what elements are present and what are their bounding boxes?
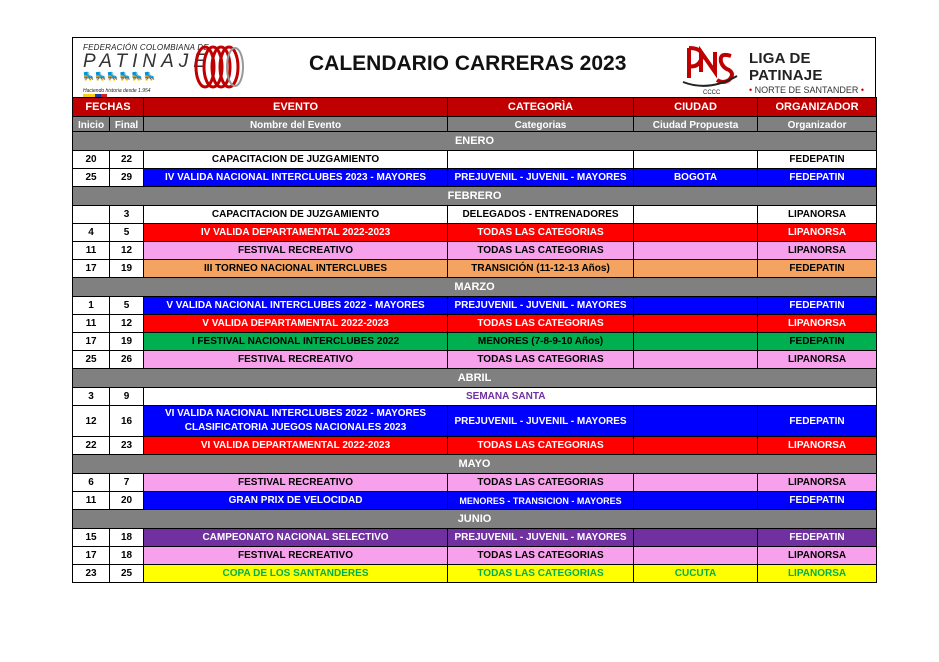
cell-evento: IV VALIDA NACIONAL INTERCLUBES 2023 - MAYORES [144,169,448,187]
month-row-marzo [73,278,877,297]
cell-evento: CAPACITACION DE JUZGAMIENTO [144,206,448,224]
cell-ciudad [634,242,758,260]
cell-ciudad [634,492,758,510]
month-label: JUNIO [73,510,877,529]
col-evento: EVENTO [144,98,448,117]
cell-inicio: 11 [73,242,110,260]
cell-final: 19 [110,333,144,351]
cell-inicio: 11 [73,492,110,510]
cell-organizador: LIPANORSA [758,547,877,565]
cell-final: 19 [110,260,144,278]
table-row [73,388,877,406]
cell-inicio: 1 [73,297,110,315]
cell-inicio [73,206,110,224]
cell-inicio: 17 [73,260,110,278]
table-row [73,242,877,260]
cell-final: 5 [110,297,144,315]
cell-inicio: 25 [73,169,110,187]
cell-semana-santa: SEMANA SANTA [144,388,877,406]
federation-name: FEDERACIÓN COLOMBIANA DE [83,43,209,52]
cell-final: 18 [110,529,144,547]
cell-final: 5 [110,224,144,242]
cell-categoria: TODAS LAS CATEGORIAS [448,242,634,260]
col-final: Final [110,117,144,132]
cell-evento: IV VALIDA DEPARTAMENTAL 2022-2023 [144,224,448,242]
table-row [73,260,877,278]
table-row [73,474,877,492]
month-label: ENERO [73,132,877,151]
col-categorias: Categorias [448,117,634,132]
liga-logo-icon [679,42,741,96]
header-row-main [73,98,877,117]
cell-inicio: 11 [73,315,110,333]
month-row-mayo [73,455,877,474]
cell-organizador: FEDEPATIN [758,406,877,437]
table-row [73,547,877,565]
cell-inicio: 17 [73,333,110,351]
cell-ciudad [634,529,758,547]
cell-final: 23 [110,437,144,455]
cell-final: 7 [110,474,144,492]
cell-organizador: FEDEPATIN [758,297,877,315]
cell-inicio: 20 [73,151,110,169]
cell-organizador: FEDEPATIN [758,492,877,510]
cell-ciudad: CUCUTA [634,565,758,583]
calendar-sheet [72,37,876,583]
cell-ciudad [634,437,758,455]
cell-final: 12 [110,315,144,333]
cell-evento: GRAN PRIX DE VELOCIDAD [144,492,448,510]
cell-evento: CAPACITACION DE JUZGAMIENTO [144,151,448,169]
cell-final: 12 [110,242,144,260]
month-row-junio [73,510,877,529]
table-row [73,315,877,333]
cell-categoria: TRANSICIÓN (11-12-13 Años) [448,260,634,278]
cell-final: 29 [110,169,144,187]
month-label: MAYO [73,455,877,474]
liga-subtitle-text: NORTE DE SANTANDER [754,85,859,95]
cell-inicio: 6 [73,474,110,492]
liga-name [749,50,875,95]
cell-final: 18 [110,547,144,565]
cell-inicio: 12 [73,406,110,437]
month-row-enero [73,132,877,151]
table-row [73,206,877,224]
cell-final: 16 [110,406,144,437]
cell-ciudad [634,351,758,369]
cell-organizador: FEDEPATIN [758,260,877,278]
cell-inicio: 15 [73,529,110,547]
table-row [73,333,877,351]
cell-ciudad [634,474,758,492]
liga-logo-text: CCCC [703,90,721,96]
cell-organizador: FEDEPATIN [758,529,877,547]
cell-organizador: FEDEPATIN [758,169,877,187]
cell-categoria: TODAS LAS CATEGORIAS [448,474,634,492]
table-row [73,565,877,583]
col-nombre: Nombre del Evento [144,117,448,132]
col-fechas: FECHAS [73,98,144,117]
cell-inicio: 4 [73,224,110,242]
month-label: FEBRERO [73,187,877,206]
page-title: CALENDARIO CARRERAS 2023 [309,52,627,75]
cell-organizador: FEDEPATIN [758,151,877,169]
col-inicio: Inicio [73,117,110,132]
cell-categoria: DELEGADOS - ENTRENADORES [448,206,634,224]
cell-ciudad [634,406,758,437]
cell-evento: FESTIVAL RECREATIVO [144,351,448,369]
col-ciudad-propuesta: Ciudad Propuesta [634,117,758,132]
cell-final: 26 [110,351,144,369]
cell-ciudad: BOGOTA [634,169,758,187]
cell-final: 22 [110,151,144,169]
col-organizador-sub: Organizador [758,117,877,132]
col-categoria: CATEGORÌA [448,98,634,117]
cell-categoria: PREJUVENIL - JUVENIL - MAYORES [448,406,634,437]
cell-evento: COPA DE LOS SANTANDERES [144,565,448,583]
cell-categoria: TODAS LAS CATEGORIAS [448,224,634,242]
cell-categoria: MENORES - TRANSICION - MAYORES [448,492,634,510]
table-row [73,437,877,455]
cell-evento: FESTIVAL RECREATIVO [144,242,448,260]
cell-evento: CAMPEONATO NACIONAL SELECTIVO [144,529,448,547]
table-row [73,492,877,510]
cell-categoria: TODAS LAS CATEGORIAS [448,315,634,333]
cell-categoria: PREJUVENIL - JUVENIL - MAYORES [448,169,634,187]
cell-ciudad [634,151,758,169]
cell-inicio: 22 [73,437,110,455]
cell-final: 20 [110,492,144,510]
col-ciudad: CIUDAD [634,98,758,117]
liga-subtitle: • NORTE DE SANTANDER • [749,85,865,95]
month-label: ABRIL [73,369,877,388]
document-header [72,37,876,97]
cell-categoria: TODAS LAS CATEGORIAS [448,565,634,583]
cell-ciudad [634,315,758,333]
cell-ciudad [634,547,758,565]
cell-organizador: LIPANORSA [758,206,877,224]
cell-ciudad [634,224,758,242]
cell-organizador: FEDEPATIN [758,333,877,351]
cell-categoria: PREJUVENIL - JUVENIL - MAYORES [448,297,634,315]
table-row [73,351,877,369]
federation-tagline: Haciendo historia desde 1.954 [83,88,151,94]
cell-ciudad [634,206,758,224]
table-row [73,169,877,187]
skaters-icon: 🛼🛼🛼🛼🛼🛼 [83,71,157,81]
table-row [73,406,877,437]
cell-evento: VI VALIDA NACIONAL INTERCLUBES 2022 - MAYORES CLASIFICATORIA JUEGOS NACIONALES 2023 [144,406,448,437]
cell-inicio: 3 [73,388,110,406]
month-row-febrero [73,187,877,206]
cell-categoria: TODAS LAS CATEGORIAS [448,547,634,565]
table-row [73,529,877,547]
cell-organizador: LIPANORSA [758,351,877,369]
rings-logo-icon [191,44,247,90]
cell-ciudad [634,297,758,315]
cell-final: 25 [110,565,144,583]
cell-ciudad [634,333,758,351]
table-row [73,224,877,242]
cell-categoria: TODAS LAS CATEGORIAS [448,437,634,455]
cell-evento: V VALIDA NACIONAL INTERCLUBES 2022 - MAYORES [144,297,448,315]
cell-organizador: LIPANORSA [758,437,877,455]
cell-organizador: LIPANORSA [758,474,877,492]
table-row [73,297,877,315]
cell-inicio: 17 [73,547,110,565]
cell-categoria: PREJUVENIL - JUVENIL - MAYORES [448,529,634,547]
cell-ciudad [634,260,758,278]
cell-organizador: LIPANORSA [758,565,877,583]
cell-evento: V VALIDA DEPARTAMENTAL 2022-2023 [144,315,448,333]
cell-evento: FESTIVAL RECREATIVO [144,547,448,565]
cell-final: 3 [110,206,144,224]
cell-organizador: LIPANORSA [758,242,877,260]
cell-evento: FESTIVAL RECREATIVO [144,474,448,492]
cell-inicio: 25 [73,351,110,369]
cell-organizador: LIPANORSA [758,224,877,242]
cell-inicio: 23 [73,565,110,583]
cell-categoria: TODAS LAS CATEGORIAS [448,351,634,369]
cell-categoria: MENORES (7-8-9-10 Años) [448,333,634,351]
cell-evento: I FESTIVAL NACIONAL INTERCLUBES 2022 [144,333,448,351]
month-row-abril [73,369,877,388]
cell-categoria [448,151,634,169]
cell-evento: III TORNEO NACIONAL INTERCLUBES [144,260,448,278]
calendar-table [72,97,877,583]
col-organizador: ORGANIZADOR [758,98,877,117]
month-label: MARZO [73,278,877,297]
header-row-sub [73,117,877,132]
federation-patinaje: PATINAJE [83,51,211,72]
cell-final: 9 [110,388,144,406]
cell-organizador: LIPANORSA [758,315,877,333]
colombia-flag-icon [83,94,107,97]
liga-title: LIGA DE PATINAJE [749,50,823,84]
cell-evento: VI VALIDA DEPARTAMENTAL 2022-2023 [144,437,448,455]
table-row [73,151,877,169]
